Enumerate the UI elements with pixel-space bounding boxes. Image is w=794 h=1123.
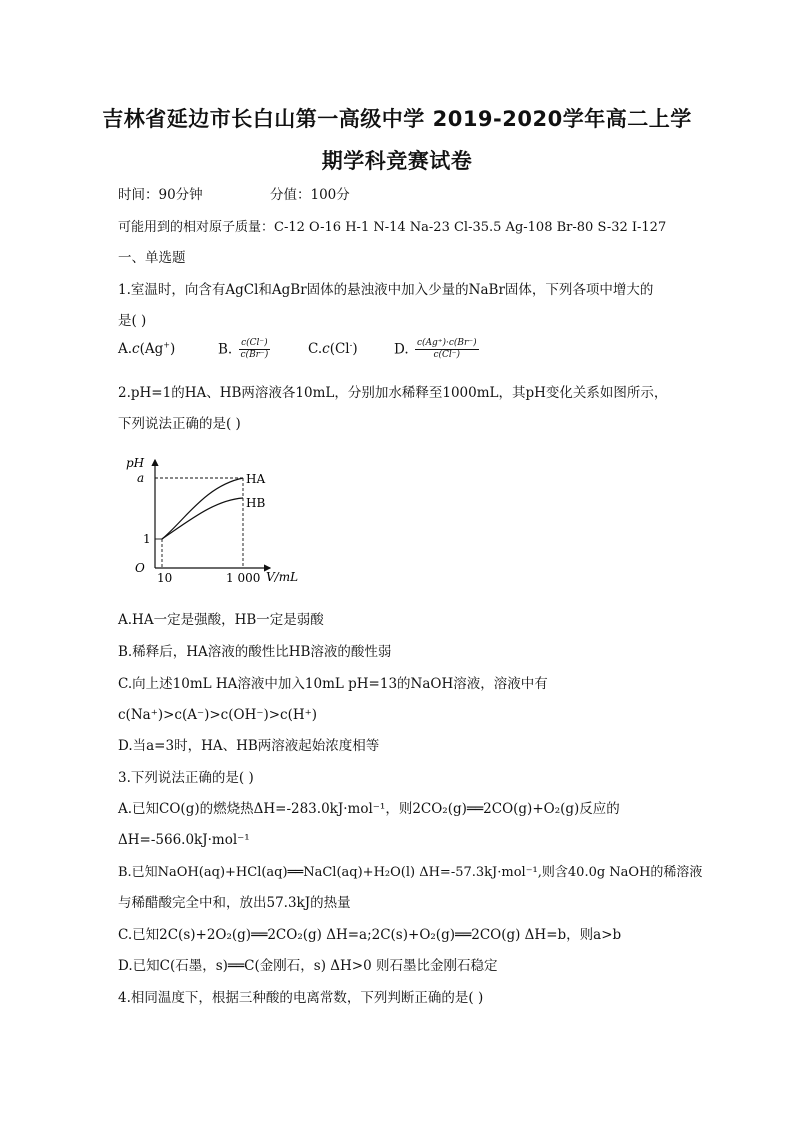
- q4-stem: 4.相同温度下，根据三种酸的电离常数，下列判断正确的是( ): [118, 990, 484, 1006]
- q3-option-d: D.已知C(石墨，s)══C(金刚石，s) ΔH>0 则石墨比金刚石稳定: [118, 958, 498, 974]
- x-tick-10: 10: [157, 571, 173, 585]
- ph-dilution-graph: [120, 450, 320, 585]
- q1-option-a: A.c(Ag+): [118, 340, 176, 357]
- x-axis-label: V/mL: [266, 570, 299, 584]
- curve-hb: [162, 498, 243, 539]
- q1-option-d-fraction: $\frac{c(Ag^+)\cdot c(Br^-)}{c(Cl^-)}$: [416, 338, 477, 361]
- q3-option-a-line1: A.已知CO(g)的燃烧热ΔH=-283.0kJ·mol⁻¹，则2CO₂(g)══2CO(g)+O₂(g)反应的: [118, 801, 620, 817]
- curve-ha-label: HA: [246, 472, 266, 486]
- origin-label: O: [135, 561, 145, 575]
- q1-option-b: B. $\frac{c(Cl^-)}{c(Br^-)}$: [218, 338, 269, 361]
- atomic-masses: 可能用到的相对原子质量：C-12 O-16 H-1 N-14 Na-23 Cl-35.5 Ag-108 Br-80 S-32 I-127: [118, 220, 667, 235]
- q2-option-c-line2: c(Na⁺)>c(A⁻)>c(OH⁻)>c(H⁺): [118, 707, 318, 723]
- q3-stem: 3.下列说法正确的是( ): [118, 770, 254, 786]
- q2-option-d: D.当a=3时，HA、HB两溶液起始浓度相等: [118, 738, 380, 754]
- exam-title-line1: 吉林省延边市长白山第一高级中学 2019-2020学年高二上学: [102, 107, 692, 131]
- q3-option-b-line2: 与稀醋酸完全中和，放出57.3kJ的热量: [118, 895, 351, 911]
- curve-hb-label: HB: [246, 496, 266, 510]
- x-tick-1000: 1 000: [226, 571, 261, 585]
- q1-option-b-fraction: $\frac{c(Cl^-)}{c(Br^-)}$: [240, 338, 269, 361]
- q1-option-d: D. $\frac{c(Ag^+)\cdot c(Br^-)}{c(Cl^-)}$: [394, 338, 477, 361]
- q2-stem-line1: 2.pH=1的HA、HB两溶液各10mL，分别加水稀释至1000mL，其pH变化关系如图所示，: [118, 385, 668, 401]
- q1-stem-line1: 1.室温时，向含有AgCl和AgBr固体的悬浊液中加入少量的NaBr固体，下列各项中增大的: [118, 282, 654, 298]
- y-tick-a: a: [137, 471, 145, 485]
- y-tick-1: 1: [143, 532, 151, 546]
- exam-title-line2: 期学科竞赛试卷: [321, 149, 473, 173]
- q2-stem-line2: 下列说法正确的是( ): [118, 416, 241, 432]
- q3-option-b-line1: B.已知NaOH(aq)+HCl(aq)══NaCl(aq)+H₂O(l) ΔH=-57.3kJ·mol⁻¹,则含40.0g NaOH的稀溶液: [118, 865, 703, 880]
- q1-option-c: C.c(Cl-): [308, 340, 358, 357]
- exam-time: 时间：90分钟: [118, 187, 203, 203]
- exam-score: 分值：100分: [270, 187, 350, 203]
- q2-option-b: B.稀释后，HA溶液的酸性比HB溶液的酸性弱: [118, 644, 392, 660]
- q2-option-c-line1: C.向上述10mL HA溶液中加入10mL pH=13的NaOH溶液，溶液中有: [118, 676, 548, 692]
- q3-option-a-line2: ΔH=-566.0kJ·mol⁻¹: [118, 832, 250, 848]
- y-axis-label: pH: [126, 456, 145, 470]
- q3-option-c: C.已知2C(s)+2O₂(g)══2CO₂(g) ΔH=a;2C(s)+O₂(g)══2CO(g) ΔH=b，则a>b: [118, 927, 622, 943]
- curve-ha: [162, 478, 243, 539]
- q1-stem-line2: 是( ): [118, 313, 147, 329]
- q2-option-a: A.HA一定是强酸，HB一定是弱酸: [118, 612, 324, 628]
- section-heading: 一、单选题: [118, 250, 186, 266]
